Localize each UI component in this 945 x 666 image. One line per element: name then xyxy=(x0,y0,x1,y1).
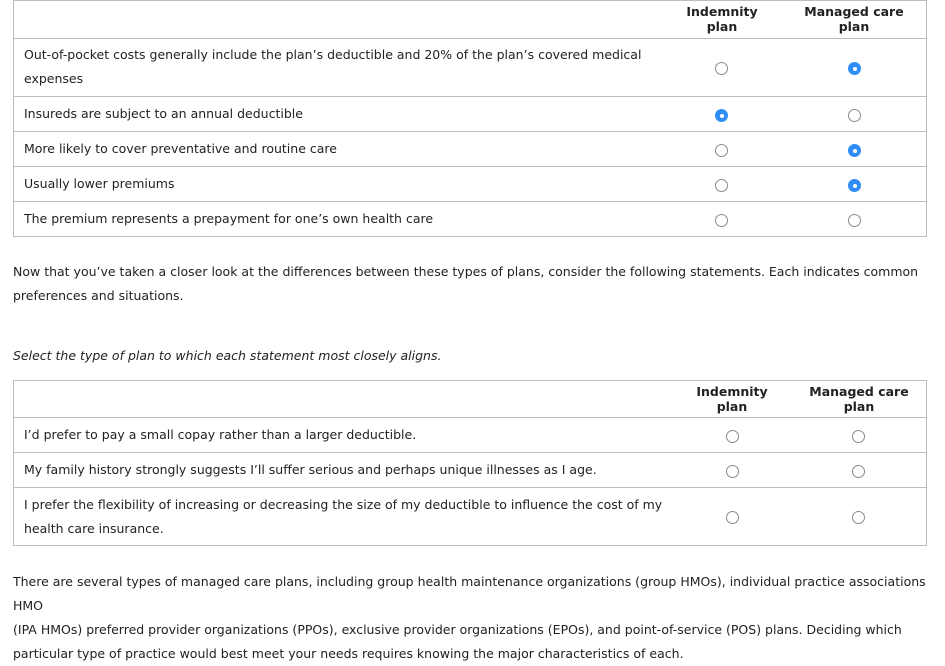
column-header-managed-care: Managed care plan xyxy=(809,384,909,414)
radio-managed-care[interactable] xyxy=(852,430,865,443)
radio-indemnity[interactable] xyxy=(715,214,728,227)
radio-managed-care[interactable] xyxy=(852,511,865,524)
radio-indemnity[interactable] xyxy=(726,511,739,524)
table-row xyxy=(14,488,926,545)
radio-managed-care[interactable] xyxy=(848,109,861,122)
row-statement: Usually lower premiums xyxy=(24,176,175,191)
intro-paragraph: Now that you’ve taken a closer look at the differences between these types of plans, consider the following statements. Each indicates common preferences and situations. xyxy=(13,264,919,303)
plan-comparison-table-2 xyxy=(13,380,927,546)
column-header-indemnity: Indemnity plan xyxy=(686,4,758,34)
table-header xyxy=(14,1,926,39)
row-statement: Out-of-pocket costs generally include the plan’s deductible and 20% of the plan’s covered medical expenses xyxy=(24,47,642,86)
column-header-managed-care: Managed care plan xyxy=(804,4,904,34)
instruction-text: Select the type of plan to which each statement most closely aligns. xyxy=(13,348,442,363)
radio-managed-care[interactable] xyxy=(848,214,861,227)
table-row xyxy=(14,97,926,132)
table-row xyxy=(14,132,926,167)
radio-indemnity[interactable] xyxy=(715,179,728,192)
row-statement: I’d prefer to pay a small copay rather than a larger deductible. xyxy=(24,427,417,442)
radio-managed-care[interactable] xyxy=(852,465,865,478)
row-statement: Insureds are subject to an annual deductible xyxy=(24,106,303,121)
table-header xyxy=(14,381,926,418)
radio-indemnity[interactable] xyxy=(715,144,728,157)
radio-indemnity[interactable] xyxy=(715,62,728,75)
row-statement: More likely to cover preventative and routine care xyxy=(24,141,337,156)
table-row xyxy=(14,167,926,202)
row-statement: I prefer the flexibility of increasing or decreasing the size of my deductible to influence the cost of my health care insurance. xyxy=(24,497,663,536)
table-row xyxy=(14,39,926,97)
radio-managed-care[interactable] xyxy=(848,144,861,157)
radio-indemnity[interactable] xyxy=(726,430,739,443)
radio-indemnity[interactable] xyxy=(726,465,739,478)
column-header-indemnity: Indemnity plan xyxy=(696,384,768,414)
radio-indemnity[interactable] xyxy=(715,109,728,122)
row-statement: The premium represents a prepayment for one’s own health care xyxy=(24,211,434,226)
radio-managed-care[interactable] xyxy=(848,62,861,75)
plan-comparison-table-1 xyxy=(13,0,927,237)
radio-managed-care[interactable] xyxy=(848,179,861,192)
table-row xyxy=(14,202,926,236)
row-statement: My family history strongly suggests I’ll suffer serious and perhaps unique illnesses as I age. xyxy=(24,462,597,477)
managed-care-types-paragraph: There are several types of managed care plans, including group health maintenance organizations (group HMOs), individual practice associations HMO (IPA HMOs) preferred provider organizations (PPOs), exclusive provider organizations (EPOs), and point-of-service (POS) plans. Deciding which particular type of practice would best meet your needs requires knowing the major characteristics of each. xyxy=(13,574,926,661)
table-row xyxy=(14,418,926,453)
table-row xyxy=(14,453,926,488)
